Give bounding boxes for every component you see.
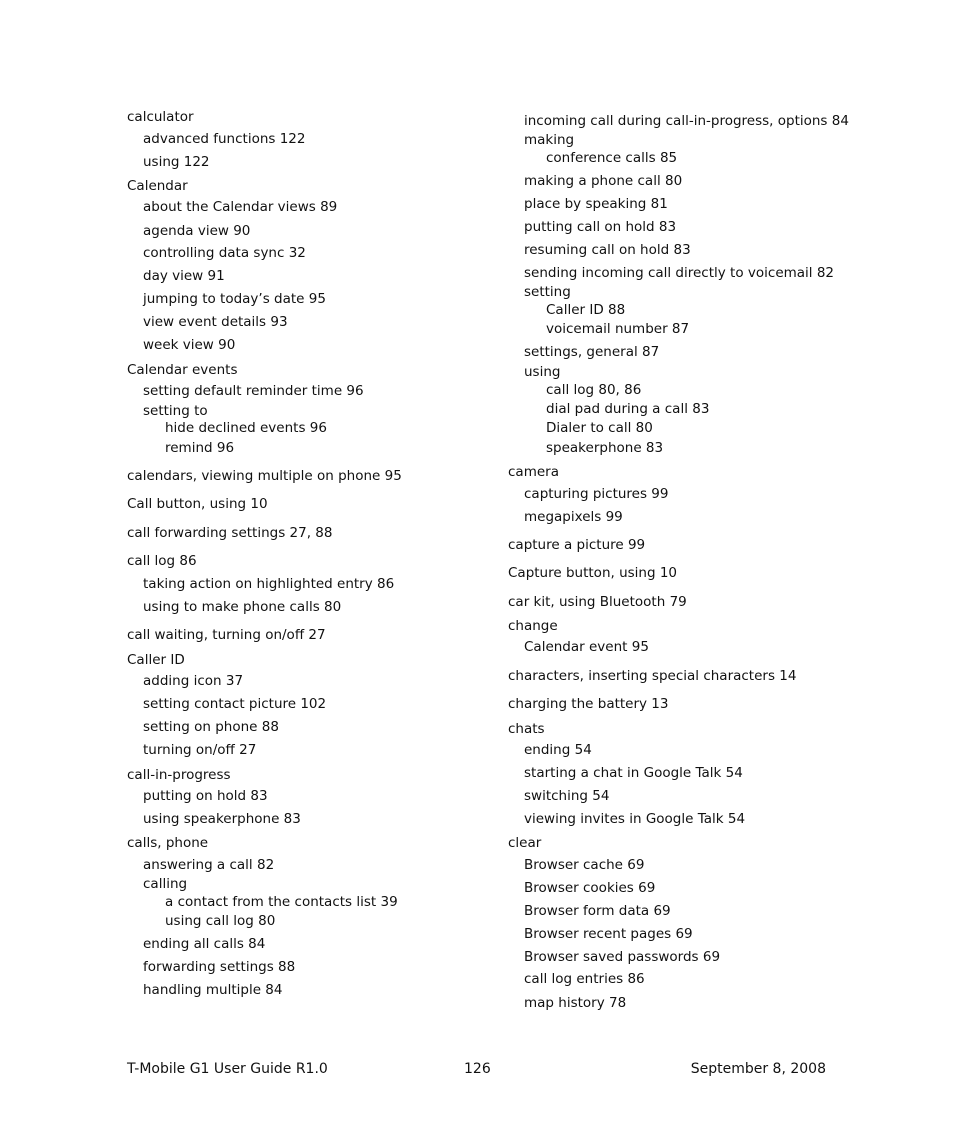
index-subentry: ending all calls 84 xyxy=(143,936,266,952)
index-subentry: putting on hold 83 xyxy=(143,788,268,804)
index-subentry: Calendar event 95 xyxy=(524,639,649,655)
index-subentry: view event details 93 xyxy=(143,314,288,330)
index-subentry: viewing invites in Google Talk 54 xyxy=(524,811,746,827)
index-subentry: resuming call on hold 83 xyxy=(524,242,691,258)
index-entry: capture a picture 99 xyxy=(508,537,646,553)
index-subsubentry: Dialer to call 80 xyxy=(546,420,653,436)
index-subentry: place by speaking 81 xyxy=(524,196,668,212)
index-subentry: switching 54 xyxy=(524,788,610,804)
index-subentry: Browser saved passwords 69 xyxy=(524,949,721,965)
index-subentry: putting call on hold 83 xyxy=(524,219,677,235)
index-subentry: megapixels 99 xyxy=(524,509,623,525)
index-subentry: using 122 xyxy=(143,154,210,170)
index-subentry: starting a chat in Google Talk 54 xyxy=(524,765,743,781)
index-subentry: adding icon 37 xyxy=(143,673,244,689)
footer-document-title: T-Mobile G1 User Guide R1.0 xyxy=(127,1061,328,1077)
index-subentry: settings, general 87 xyxy=(524,344,660,360)
footer-date: September 8, 2008 xyxy=(690,1061,826,1077)
index-subentry: answering a call 82 xyxy=(143,857,275,873)
index-subentry: setting xyxy=(524,284,571,300)
index-subentry: making xyxy=(524,132,575,148)
index-subentry: setting default reminder time 96 xyxy=(143,383,364,399)
index-subsubentry: voicemail number 87 xyxy=(546,321,690,337)
index-subentry: using speakerphone 83 xyxy=(143,811,301,827)
index-subentry: making a phone call 80 xyxy=(524,173,683,189)
index-entry: characters, inserting special characters 14 xyxy=(508,668,797,684)
index-entry: Calendar events xyxy=(127,362,238,378)
index-entry: Calendar xyxy=(127,178,188,194)
index-subentry: forwarding settings 88 xyxy=(143,959,296,975)
index-entry: call log 86 xyxy=(127,553,197,569)
index-entry: Call button, using 10 xyxy=(127,496,268,512)
index-subentry: controlling data sync 32 xyxy=(143,245,306,261)
index-subentry: map history 78 xyxy=(524,995,627,1011)
index-subentry: handling multiple 84 xyxy=(143,982,283,998)
index-entry: Capture button, using 10 xyxy=(508,565,678,581)
index-subentry: ending 54 xyxy=(524,742,592,758)
index-entry: car kit, using Bluetooth 79 xyxy=(508,594,687,610)
index-subentry: taking action on highlighted entry 86 xyxy=(143,576,395,592)
index-subsubentry: remind 96 xyxy=(165,440,235,456)
index-subsubentry: Caller ID 88 xyxy=(546,302,626,318)
index-subentry: capturing pictures 99 xyxy=(524,486,669,502)
index-subentry: day view 91 xyxy=(143,268,225,284)
index-entry: calculator xyxy=(127,109,194,125)
index-entry: call forwarding settings 27, 88 xyxy=(127,525,333,541)
index-subentry: using to make phone calls 80 xyxy=(143,599,342,615)
index-subentry: advanced functions 122 xyxy=(143,131,306,147)
index-subsubentry: a contact from the contacts list 39 xyxy=(165,894,398,910)
index-entry: charging the battery 13 xyxy=(508,696,669,712)
index-subentry: using xyxy=(524,364,561,380)
index-subentry: setting contact picture 102 xyxy=(143,696,327,712)
index-entry: calendars, viewing multiple on phone 95 xyxy=(127,468,402,484)
index-subentry: incoming call during call-in-progress, options 84 xyxy=(524,113,849,129)
index-subentry: calling xyxy=(143,876,188,892)
index-subentry: setting to xyxy=(143,403,208,419)
index-subsubentry: using call log 80 xyxy=(165,913,276,929)
index-entry: camera xyxy=(508,464,559,480)
index-subentry: setting on phone 88 xyxy=(143,719,279,735)
index-entry: chats xyxy=(508,721,545,737)
index-entry: call waiting, turning on/off 27 xyxy=(127,627,326,643)
index-subentry: call log entries 86 xyxy=(524,971,645,987)
index-subsubentry: call log 80, 86 xyxy=(546,382,642,398)
index-entry: calls, phone xyxy=(127,835,209,851)
index-subentry: Browser form data 69 xyxy=(524,903,671,919)
index-subsubentry: dial pad during a call 83 xyxy=(546,401,710,417)
index-entry: clear xyxy=(508,835,542,851)
index-subentry: turning on/off 27 xyxy=(143,742,257,758)
index-entry: Caller ID xyxy=(127,652,185,668)
index-subsubentry: hide declined events 96 xyxy=(165,420,327,436)
index-subentry: Browser recent pages 69 xyxy=(524,926,693,942)
index-subsubentry: conference calls 85 xyxy=(546,150,678,166)
index-subentry: Browser cookies 69 xyxy=(524,880,656,896)
index-subentry: sending incoming call directly to voicemail 82 xyxy=(524,265,835,281)
index-subentry: jumping to today’s date 95 xyxy=(143,291,326,307)
index-entry: change xyxy=(508,618,558,634)
index-subentry: about the Calendar views 89 xyxy=(143,199,338,215)
index-subentry: Browser cache 69 xyxy=(524,857,645,873)
index-subentry: week view 90 xyxy=(143,337,236,353)
footer-page-number: 126 xyxy=(464,1061,491,1077)
index-subentry: agenda view 90 xyxy=(143,223,251,239)
index-subsubentry: speakerphone 83 xyxy=(546,440,664,456)
index-entry: call-in-progress xyxy=(127,767,231,783)
